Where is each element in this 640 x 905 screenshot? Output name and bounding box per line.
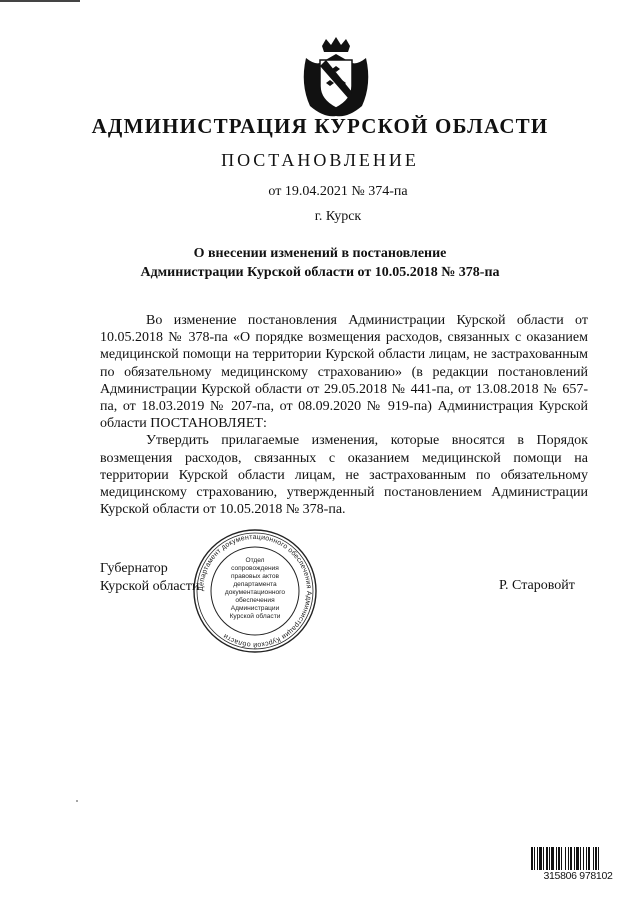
seal-center-line: Отдел: [245, 557, 265, 564]
seal-center-line: документационного: [224, 589, 286, 596]
round-seal-icon: [192, 528, 318, 654]
document-date-number: от 19.04.2021 № 374-па: [268, 184, 408, 199]
seal-center-line: обеспечения: [235, 597, 275, 604]
seal-center-line: правовых актов: [230, 573, 280, 580]
seal-center-line: сопровождения: [231, 565, 279, 572]
subject-line-2: Администрации Курской области от 10.05.2018 № 378-па: [140, 265, 500, 280]
signatory-title-line-2: Курской области: [100, 578, 200, 594]
barcode-number: 315806 978102: [530, 870, 626, 882]
document-city: г. Курск: [314, 209, 362, 224]
subject-line-1: О внесении изменений в постановление: [193, 246, 447, 261]
organization-title: АДМИНИСТРАЦИЯ КУРСКОЙ ОБЛАСТИ: [91, 114, 549, 138]
signatory-name: Р. Старовойт: [499, 578, 575, 593]
scan-speck: [76, 800, 78, 802]
seal-center-line: Курской области: [229, 613, 281, 620]
signatory-title: [100, 560, 199, 595]
document-subject: [60, 244, 580, 282]
document-type: ПОСТАНОВЛЕНИЕ: [221, 150, 419, 170]
body-paragraph-2: Утвердить прилагаемые изменения, которые вносятся в Порядок возмещения расходов, связанных с оказанием медицинской помощи на территории Курской области лицам, не застрахованным по обязательному медицинскому страхованию, утвержденный постановлением Администрации Курской области от 10.05.2018 № 378-па.: [100, 433, 588, 518]
seal-ring-text: Департамент документационного обеспечения Администрации Курской области: [197, 533, 313, 649]
seal-center-line: Администрации: [230, 605, 280, 612]
signatory-title-line-1: Губернатор: [100, 561, 168, 576]
scan-edge-mark: [0, 0, 80, 2]
document-body: [100, 312, 588, 518]
body-paragraph-1: Во изменение постановления Администрации Курской области от 10.05.2018 № 378-па «О порядке возмещения расходов, связанных с оказанием медицинской помощи на территории Курской области лицам, не застрахованным по обязательному медицинскому страхованию» (в редакции постановлений Администрации Курской области от 29.05.2018 № 441-па, от 13.08.2018 № 657-па, от 18.03.2019 № 207-па, от 08.09.2020 № 919-па) Администрация Курской области ПОСТАНОВЛЯЕТ:: [100, 313, 588, 432]
coat-of-arms-icon: [296, 36, 376, 118]
seal-center-line: департамента: [233, 581, 277, 588]
